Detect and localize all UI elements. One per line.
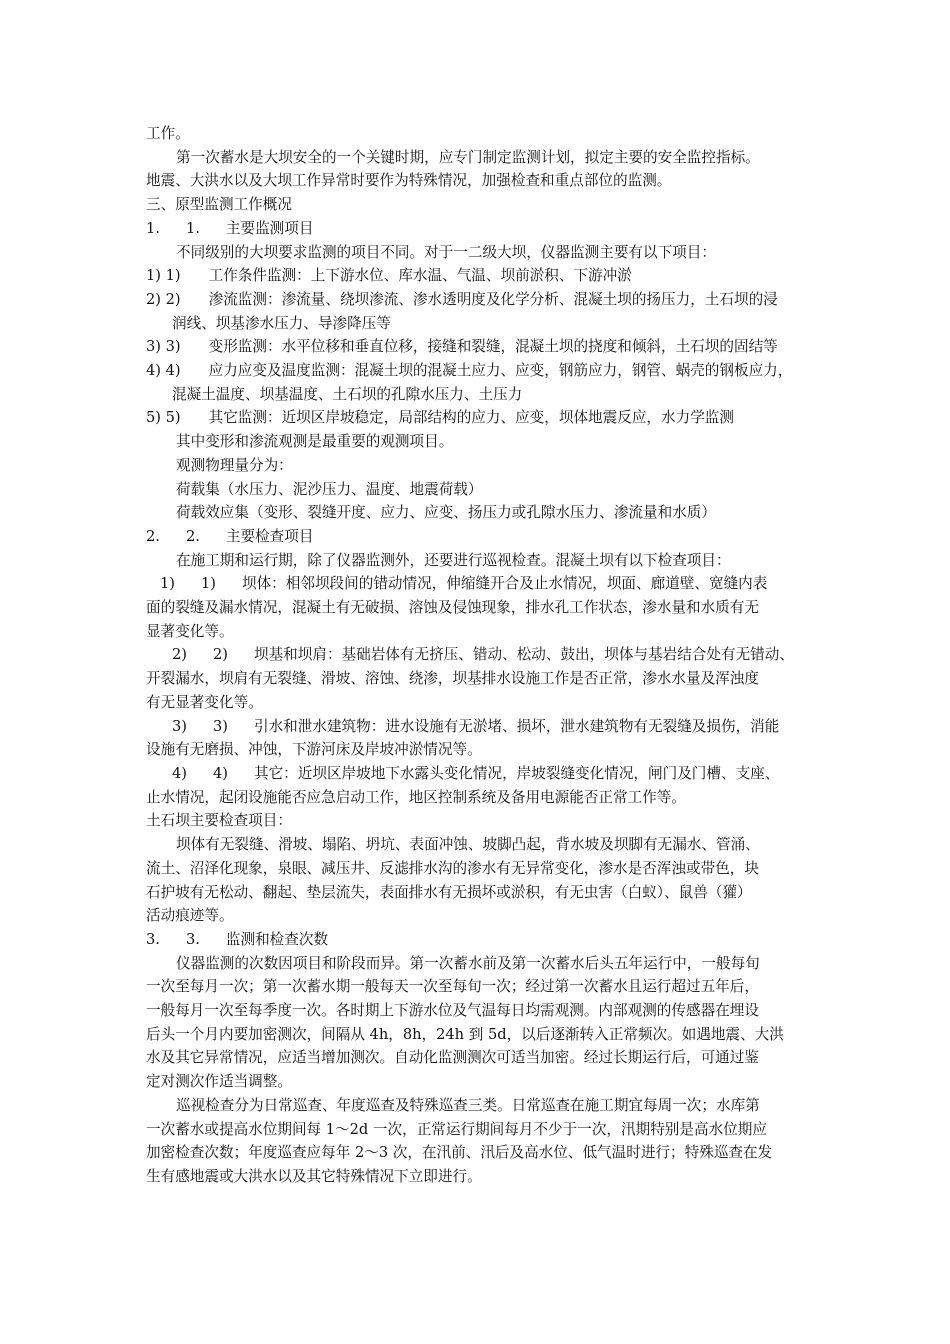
subsection-heading xyxy=(146,217,876,241)
item-number: 3) xyxy=(165,338,181,356)
section-heading: 三、原型监测工作概况 xyxy=(146,196,292,214)
subsection-heading xyxy=(146,525,876,549)
paragraph-line: 仪器监测的次数因项目和阶段而异。第一次蓄水前及第一次蓄水后头五年运行中，一般每旬 xyxy=(176,954,760,972)
heading-number: 3. xyxy=(185,930,200,948)
item-number: 1) xyxy=(160,575,175,593)
heading-title: 主要监测项目 xyxy=(225,219,314,237)
paragraph-line: 观测物理量分为： xyxy=(176,456,293,474)
item-number: 1) xyxy=(200,575,216,593)
item-number: 4) xyxy=(146,362,161,380)
item-number: 1) xyxy=(165,267,181,285)
paragraph-line: 巡视检查分为日常巡查、年度巡查及特殊巡查三类。日常巡查在施工期宜每周一次；水库第 xyxy=(176,1096,760,1114)
paragraph-line: 其中变形和渗流观测是最重要的观测项目。 xyxy=(176,433,454,451)
check-item xyxy=(146,572,876,596)
paragraph-line: 不同级别的大坝要求监测的项目不同。对于一二级大坝，仪器监测主要有以下项目： xyxy=(176,243,716,261)
item-text: 引水和泄水建筑物：进水设施有无淤堵、损坏，泄水建筑物有无裂缝及损伤，消能 xyxy=(253,717,780,735)
paragraph-line: 石护坡有无松动、翻起、垫层流失，表面排水有无损坏或淤积，有无虫害（白蚁）、鼠兽（獾） xyxy=(146,883,752,901)
item-number: 4) xyxy=(165,362,181,380)
item-number: 2) xyxy=(146,290,161,308)
paragraph-line: 荷载效应集（变形、裂缝开度、应力、应变、扬压力或孔隙水压力、渗流量和水质） xyxy=(176,504,716,522)
item-continuation: 有无显著变化等。 xyxy=(146,693,263,711)
paragraph-line: 定对测次作适当调整。 xyxy=(146,1073,292,1091)
heading-number: 1. xyxy=(146,219,160,237)
paragraph-line: 后头一个月内要加密测次，间隔从 4h，8h，24h 到 5d，以后逐渐转入正常频次。如遇地震、大洪 xyxy=(146,1025,784,1043)
paragraph-line: 活动痕迹等。 xyxy=(146,907,234,925)
paragraph-line: 一次蓄水或提高水位期间每 1～2d 一次，正常运行期间每月不少于一次，汛期特别是高水位期应 xyxy=(146,1120,767,1138)
item-text: 渗流监测：渗流量、绕坝渗流、渗水透明度及化学分析、混凝土坝的扬压力，土石坝的浸 xyxy=(208,290,778,308)
item-continuation: 设施有无磨损、冲蚀，下游河床及岸坡冲淤情况等。 xyxy=(146,741,482,759)
item-number: 3) xyxy=(146,338,161,356)
paragraph-line: 第一次蓄水是大坝安全的一个关键时期，应专门制定监测计划，拟定主要的安全监控指标。 xyxy=(176,148,760,166)
heading-number: 3. xyxy=(146,930,160,948)
list-item xyxy=(146,406,876,430)
list-item xyxy=(146,264,876,288)
paragraph-line: 流土、沼泽化现象，泉眼、减压井、反滤排水沟的渗水有无异常变化，渗水是否浑浊或带色，块 xyxy=(146,859,759,877)
item-text: 坝体：相邻坝段间的错动情况，伸缩缝开合及止水情况，坝面、廊道壁、宽缝内表 xyxy=(241,575,768,593)
paragraph-line: 荷载集（水压力、泥沙压力、温度、地震荷载） xyxy=(176,480,483,498)
item-continuation: 显著变化等。 xyxy=(146,622,234,640)
item-text: 其它：近坝区岸坡地下水露头变化情况，岸坡裂缝变化情况，闸门及门槽、支座、 xyxy=(253,764,780,782)
paragraph-line: 地震、大洪水以及大坝工作异常时要作为特殊情况，加强检查和重点部位的监测。 xyxy=(146,172,672,190)
list-item xyxy=(146,335,876,359)
heading-number: 2. xyxy=(185,527,200,545)
item-number: 2) xyxy=(212,646,228,664)
paragraph-line: 在施工期和运行期，除了仪器监测外，还要进行巡视检查。混凝土坝有以下检查项目： xyxy=(176,551,731,569)
item-text: 坝基和坝肩：基础岩体有无挤压、错动、松动、鼓出，坝体与基岩结合处有无错动、 xyxy=(253,646,794,664)
item-continuation: 润线、坝基渗水压力、导渗降压等 xyxy=(172,314,391,332)
heading-title: 监测和检查次数 xyxy=(225,930,329,948)
item-text: 变形监测：水平位移和垂直位移，接缝和裂缝，混凝土坝的挠度和倾斜，土石坝的固结等 xyxy=(208,338,778,356)
check-item xyxy=(146,715,876,739)
heading-title: 主要检查项目 xyxy=(225,527,314,545)
list-item xyxy=(146,288,876,312)
item-continuation: 混凝土温度、坝基温度、土石坝的孔隙水压力、土压力 xyxy=(172,385,523,403)
document-body xyxy=(146,122,876,1189)
list-item xyxy=(146,359,876,383)
check-item xyxy=(146,643,876,667)
item-number: 4) xyxy=(212,764,228,782)
item-continuation: 面的裂缝及漏水情况，混凝土有无破损、溶蚀及侵蚀现象，排水孔工作状态，渗水量和水质有无 xyxy=(146,599,759,617)
item-number: 3) xyxy=(212,717,228,735)
item-number: 4) xyxy=(172,764,187,782)
item-number: 2) xyxy=(172,646,187,664)
paragraph-line: 生有感地震或大洪水以及其它特殊情况下立即进行。 xyxy=(146,1167,482,1185)
heading-number: 1. xyxy=(185,219,200,237)
heading-number: 2. xyxy=(146,527,160,545)
paragraph-line: 一般每月一次至每季度一次。各时期上下游水位及气温每日均需观测。内部观测的传感器在埋设 xyxy=(146,1002,759,1020)
paragraph-line: 坝体有无裂缝、滑坡、塌陷、坍坑、表面冲蚀、坡脚凸起，背水坡及坝脚有无漏水、管涌、 xyxy=(176,836,760,854)
item-continuation: 开裂漏水，坝肩有无裂缝、滑坡、溶蚀、绕渗，坝基排水设施工作是否正常，渗水水量及浑浊度 xyxy=(146,670,759,688)
item-text: 工作条件监测：上下游水位、库水温、气温、坝前淤积、下游冲淤 xyxy=(208,267,632,285)
paragraph-heading: 土石坝主要检查项目： xyxy=(146,812,292,830)
subsection-heading xyxy=(146,928,876,952)
item-number: 1) xyxy=(146,267,161,285)
paragraph-line: 一次至每月一次；第一次蓄水期一般每天一次至每旬一次；经过第一次蓄水且运行超过五年后， xyxy=(146,978,759,996)
item-text: 其它监测：近坝区岸坡稳定，局部结构的应力、应变，坝体地震反应，水力学监测 xyxy=(208,409,734,427)
item-number: 5) xyxy=(165,409,181,427)
item-number: 2) xyxy=(165,290,181,308)
paragraph-line: 加密检查次数；年度巡查应每年 2～3 次，在汛前、汛后及高水位、低气温时进行；特殊巡查在发 xyxy=(146,1144,773,1162)
item-number: 3) xyxy=(172,717,187,735)
item-number: 5) xyxy=(146,409,161,427)
paragraph-line: 水及其它异常情况，应适当增加测次。自动化监测测次可适当加密。经过长期运行后，可通过鉴 xyxy=(146,1049,759,1067)
check-item xyxy=(146,762,876,786)
item-continuation: 止水情况，起闭设施能否应急启动工作，地区控制系统及备用电源能否正常工作等。 xyxy=(146,788,686,806)
item-text: 应力应变及温度监测：混凝土坝的混凝土应力、应变，钢筋应力，钢管、蜗壳的钢板应力， xyxy=(208,362,793,380)
paragraph-fragment: 工作。 xyxy=(146,125,190,142)
